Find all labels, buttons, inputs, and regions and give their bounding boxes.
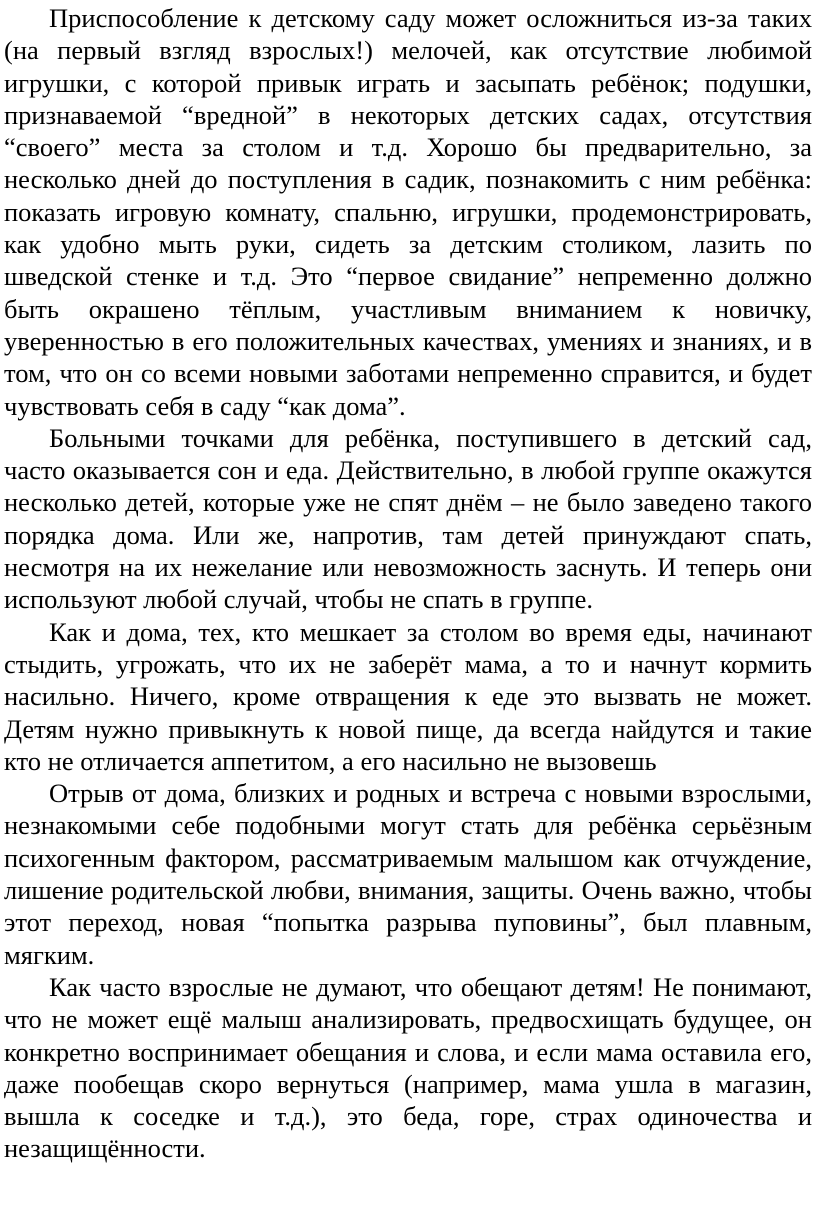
paragraph-5: Как часто взрослые не думают, что обещают детям! Не понимают, что не может ещё малыш анализировать, предвосхищать будущее, он конкретно воспринимает обещания и слова, и если мама оставила его, даже пообещав скоро вернуться (например, мама ушла в магазин, вышла к соседке и т.д.), это беда, горе, страх одиночества и незащищённости.	[4, 971, 812, 1164]
paragraph-3: Как и дома, тех, кто мешкает за столом во время еды, начинают стыдить, угрожать, что их не заберёт мама, а то и начнут кормить насильно. Ничего, кроме отвращения к еде это вызвать не может. Детям нужно привыкнуть к новой пище, да всегда найдутся и такие кто не отличается аппетитом, а его насильно не вызовешь	[4, 616, 812, 776]
paragraph-4: Отрыв от дома, близких и родных и встреча с новыми взрослыми, незнакомыми себе подобными могут стать для ребёнка серьёзным психогенным фактором, рассматриваемым малышом как отчуждение, лишение родительской любви, внимания, защиты. Очень важно, чтобы этот переход, новая “попытка разрыва пуповины”, был плавным, мягким.	[4, 778, 812, 970]
paragraph-2: Больными точками для ребёнка, поступившего в детский сад, часто оказывается сон и еда. Действительно, в любой группе окажутся несколько детей, которые уже не спят днём – не было заведено такого порядка дома. Или же, напротив, там детей принуждают спать, несмотря на их нежелание или невозможность заснуть. И теперь они используют любой случай, чтобы не спать в группе.	[4, 422, 812, 615]
paragraph-1: Приспособление к детскому саду может осложниться из-за таких (на первый взгляд взрослых!) мелочей, как отсутствие любимой игрушки, с которой привык играть и засыпать ребёнок; подушки, признаваемой “вредной” в некоторых детских садах, отсутствия “своего” места за столом и т.д. Хорошо бы предварительно, за несколько дней до поступления в садик, познакомить с ним ребёнка: показать игровую комнату, спальню, игрушки, продемонстрировать, как удобно мыть руки, сидеть за детским столиком, лазить по шведской стенке и т.д. Это “первое свидание” непременно должно быть окрашено тёплым, участливым вниманием к новичку, уверенностью в его положительных качествах, умениях и знаниях, и в том, что он со всеми новыми заботами непременно справится, и будет чувствовать себя в саду “как дома”.	[4, 3, 812, 421]
